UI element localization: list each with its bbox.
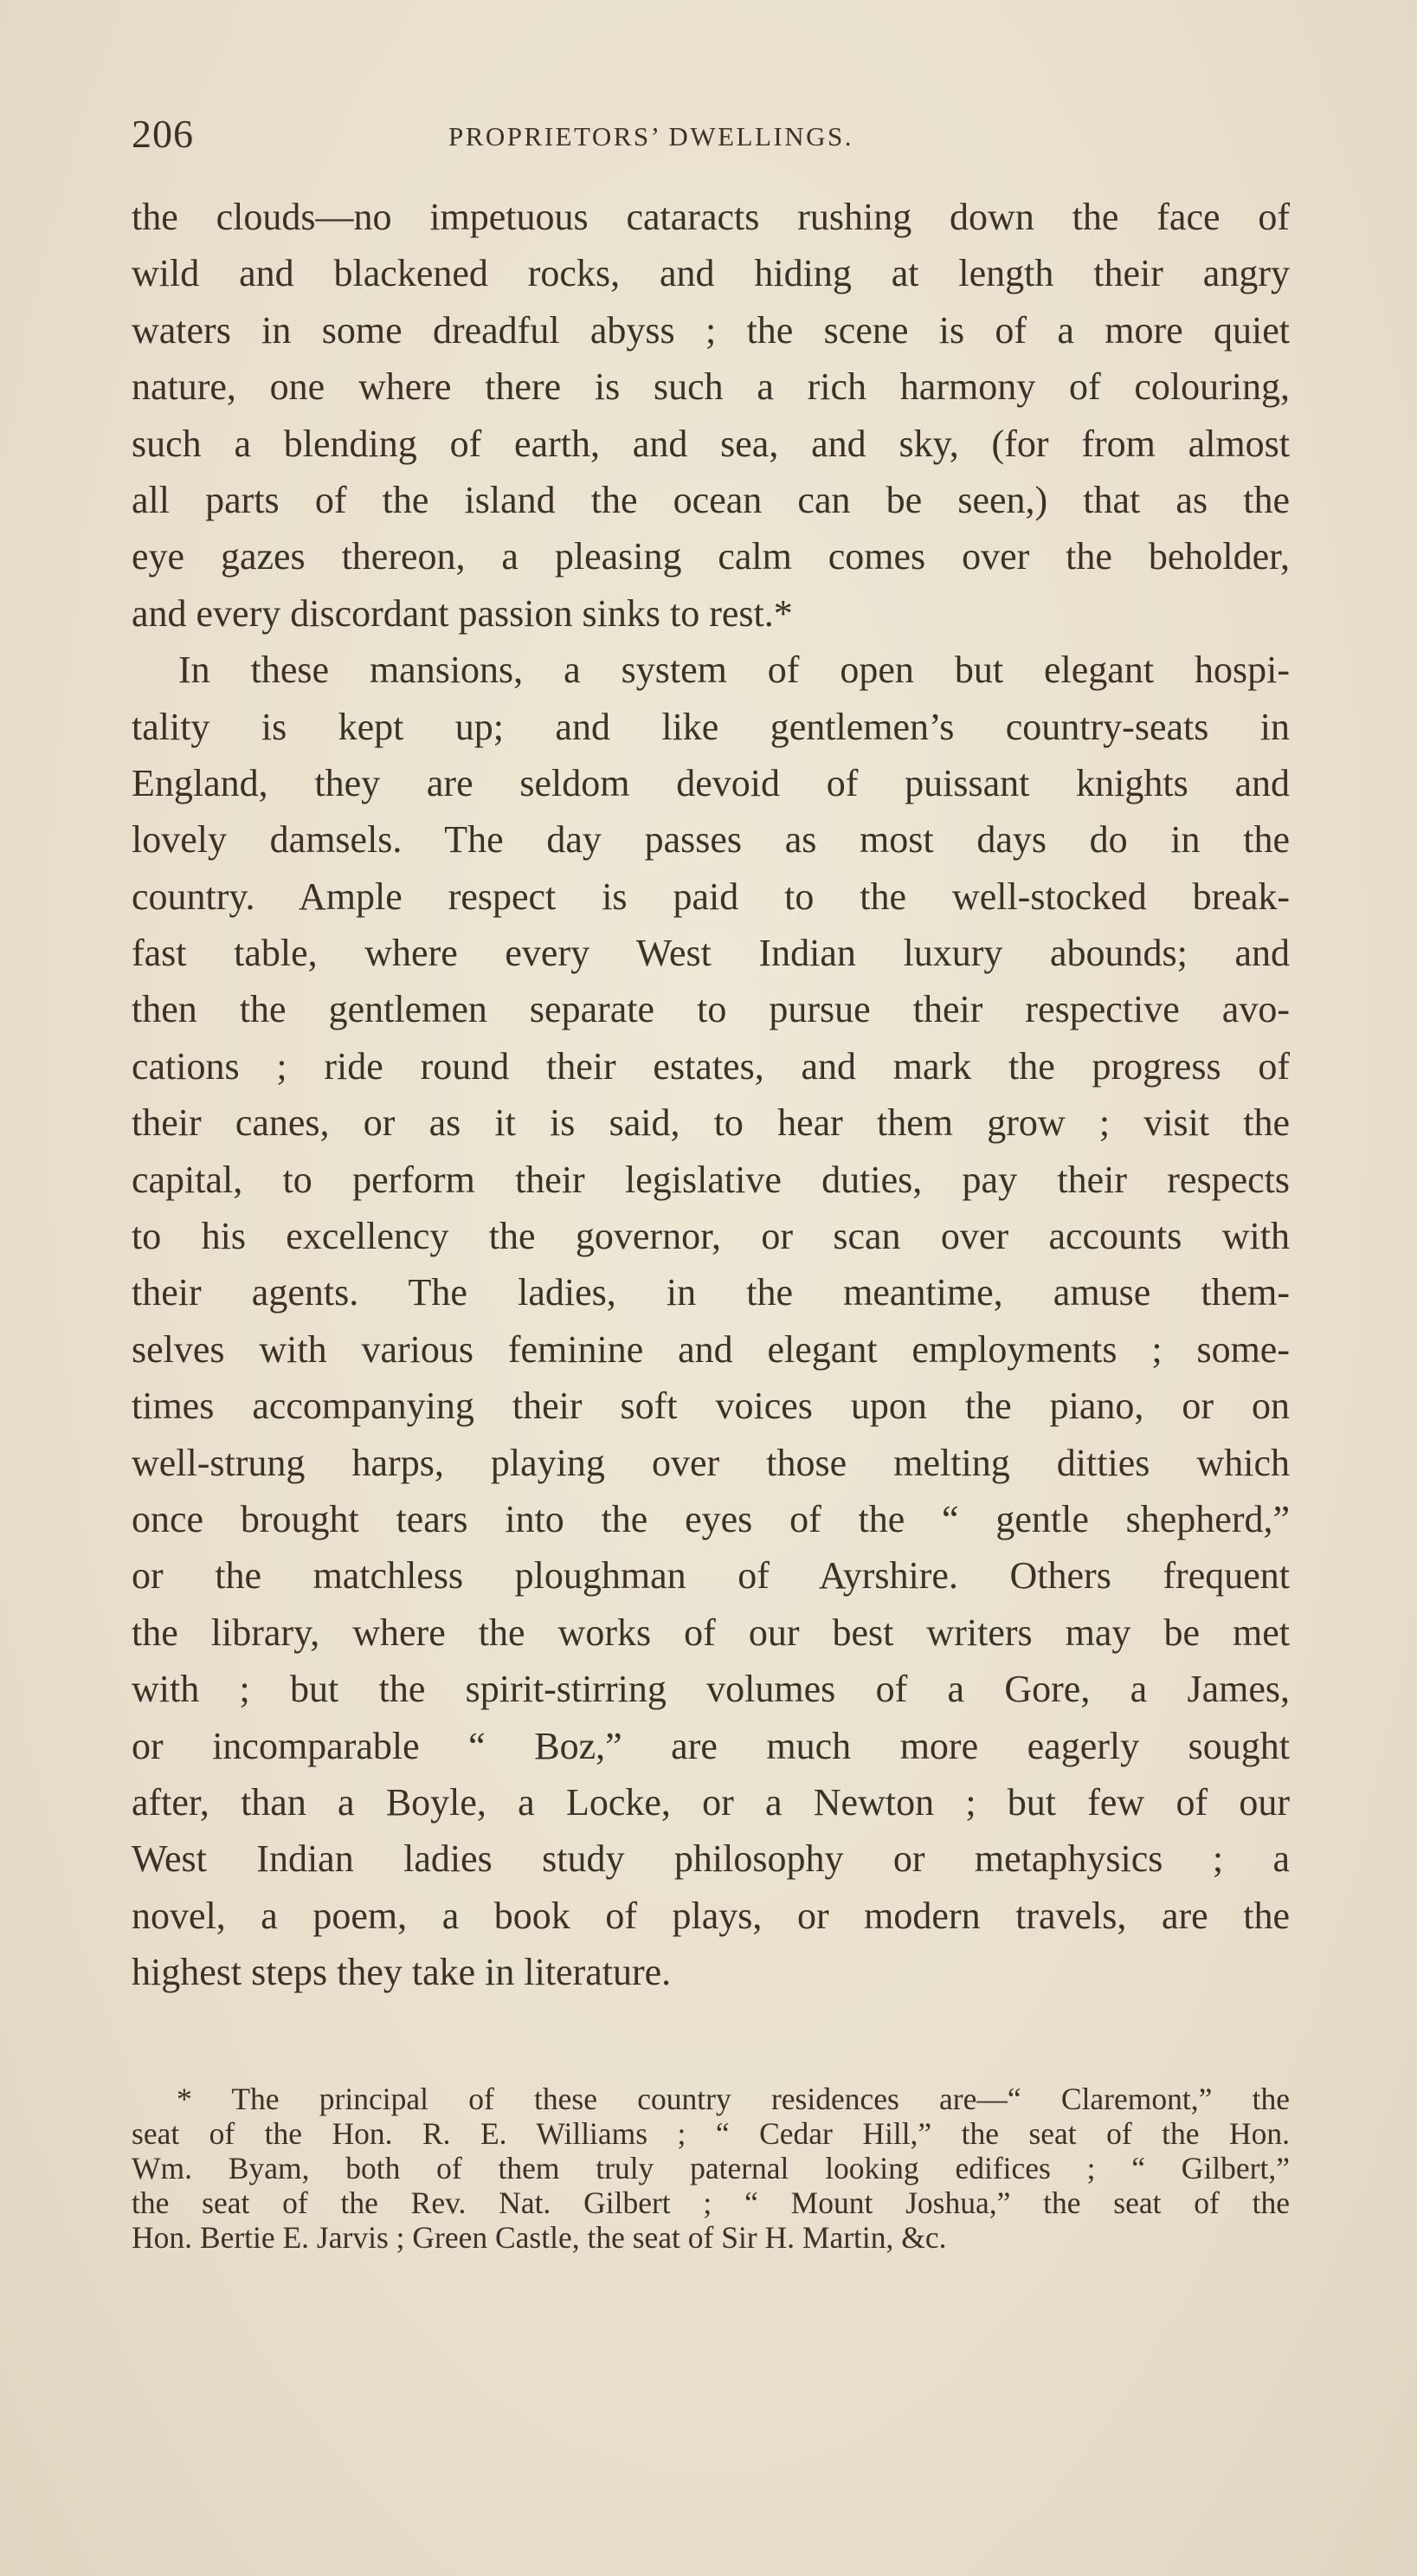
text-line: selves with various feminine and elegant employments ; some- xyxy=(132,1327,1290,1371)
text-line: In these mansions, a system of open but elegant hospi- xyxy=(178,649,1290,692)
text-line: all parts of the island the ocean can be seen,) that as the xyxy=(132,478,1290,521)
page-header xyxy=(132,111,1290,163)
text-line: wild and blackened rocks, and hiding at length their angry xyxy=(132,252,1290,295)
text-line: England, they are seldom devoid of puissant knights and xyxy=(132,761,1290,804)
text-line: their agents. The ladies, in the meantime, amuse them- xyxy=(132,1271,1290,1314)
footnote-line: Wm. Byam, both of them truly paternal looking edifices ; “ Gilbert,” xyxy=(132,2151,1290,2185)
text-line: well-strung harps, playing over those melting ditties which xyxy=(132,1441,1290,1484)
text-line: waters in some dreadful abyss ; the scene is of a more quiet xyxy=(132,308,1290,352)
text-line: after, than a Boyle, a Locke, or a Newton ; but few of our xyxy=(132,1780,1290,1824)
text-line: then the gentlemen separate to pursue their respective avo- xyxy=(132,988,1290,1031)
footnote-line: * The principal of these country residences are—“ Claremont,” the xyxy=(177,2082,1290,2116)
text-line: the library, where the works of our best writers may be met xyxy=(132,1611,1290,1654)
text-line: tality is kept up; and like gentlemen’s country-seats in xyxy=(132,705,1290,748)
text-line: and every discordant passion sinks to rest.* xyxy=(132,591,793,635)
footnote-line: the seat of the Rev. Nat. Gilbert ; “ Mount Joshua,” the seat of the xyxy=(132,2185,1290,2220)
text-line: novel, a poem, a book of plays, or modern travels, are the xyxy=(132,1894,1290,1937)
text-line: times accompanying their soft voices upon the piano, or on xyxy=(132,1385,1290,1428)
text-line: cations ; ride round their estates, and mark the progress of xyxy=(132,1044,1290,1088)
text-line: lovely damsels. The day passes as most days do in the xyxy=(132,818,1290,862)
text-line: to his excellency the governor, or scan over accounts with xyxy=(132,1215,1290,1258)
text-line: country. Ample respect is paid to the well-stocked break- xyxy=(132,875,1290,918)
text-line: West Indian ladies study philosophy or metaphysics ; a xyxy=(132,1837,1290,1881)
text-line: or the matchless ploughman of Ayrshire. Others frequent xyxy=(132,1554,1290,1598)
text-line: with ; but the spirit-stirring volumes of a Gore, a James, xyxy=(132,1668,1290,1711)
text-line: their canes, or as it is said, to hear them grow ; visit the xyxy=(132,1101,1290,1145)
body-text xyxy=(132,189,1290,2001)
footnote-line: seat of the Hon. R. E. Williams ; “ Cedar Hill,” the seat of the Hon. xyxy=(132,2116,1290,2151)
text-line: eye gazes thereon, a pleasing calm comes over the beholder, xyxy=(132,535,1290,578)
text-line: the clouds—no impetuous cataracts rushing down the face of xyxy=(132,196,1290,238)
footnote-line: Hon. Bertie E. Jarvis ; Green Castle, the seat of Sir H. Martin, &c. xyxy=(132,2220,947,2255)
page-number: 206 xyxy=(132,112,194,156)
running-head: PROPRIETORS’ DWELLINGS. xyxy=(448,121,853,152)
text-line: such a blending of earth, and sea, and sky, (for from almost xyxy=(132,422,1290,465)
text-line: capital, to perform their legislative duties, pay their respects xyxy=(132,1158,1290,1201)
text-line: fast table, where every West Indian luxury abounds; and xyxy=(132,932,1290,975)
text-line: or incomparable “ Boz,” are much more eagerly sought xyxy=(132,1724,1290,1767)
text-line: once brought tears into the eyes of the “ gentle shepherd,” xyxy=(132,1497,1290,1540)
text-line: highest steps they take in literature. xyxy=(132,1951,672,1994)
text-line: nature, one where there is such a rich harmony of colouring, xyxy=(132,365,1290,409)
footnote xyxy=(132,2082,1290,2255)
